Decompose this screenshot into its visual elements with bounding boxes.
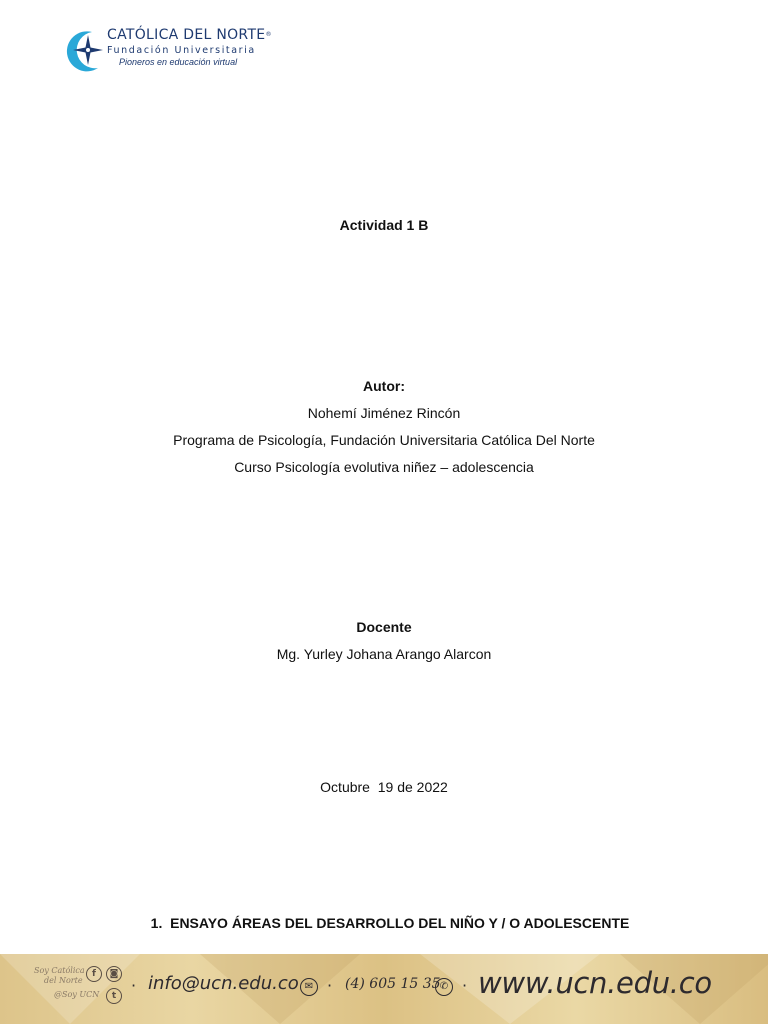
- section-heading: 1. ENSAYO ÁREAS DEL DESARROLLO DEL NIÑO Y / O ADOLESCENTE: [150, 915, 630, 931]
- document-date: Octubre 19 de 2022: [320, 779, 448, 795]
- author-heading: Autor:: [363, 378, 405, 394]
- course-line: Curso Psicología evolutiva niñez – adolescencia: [234, 459, 534, 475]
- footer-banner: [0, 954, 768, 1024]
- separator-dot: ·: [462, 976, 468, 995]
- twitter-icon[interactable]: t: [106, 988, 122, 1004]
- logo-tagline: Pioneros en educación virtual: [119, 57, 238, 67]
- logo-name: CATÓLICA DEL NORTE®: [107, 27, 272, 43]
- social-handle: @Soy UCN: [54, 990, 100, 999]
- teacher-name: Mg. Yurley Johana Arango Alarcon: [276, 646, 492, 662]
- social-line-2: del Norte: [44, 976, 83, 985]
- logo-subtitle: Fundación Universitaria: [107, 45, 256, 56]
- footer-website[interactable]: www.ucn.edu.co: [478, 966, 712, 1000]
- document-title: Actividad 1 B: [339, 217, 429, 233]
- separator-dot: ·: [131, 976, 137, 995]
- social-line-1: Soy Católica: [34, 966, 85, 975]
- university-logo: [62, 26, 272, 76]
- facebook-icon[interactable]: f: [86, 966, 102, 982]
- social-block: [30, 964, 125, 1014]
- compass-star-icon: [62, 26, 106, 74]
- teacher-heading: Docente: [356, 619, 412, 635]
- author-name: Nohemí Jiménez Rincón: [307, 405, 461, 421]
- phone-icon: ✆: [435, 978, 453, 996]
- separator-dot: ·: [327, 976, 333, 995]
- footer-phone[interactable]: (4) 605 15 35: [345, 976, 441, 992]
- registered-mark: ®: [265, 31, 272, 38]
- footer-email[interactable]: info@ucn.edu.co: [148, 973, 299, 994]
- program-line: Programa de Psicología, Fundación Universitaria Católica Del Norte: [173, 432, 595, 448]
- instagram-icon[interactable]: ◙: [106, 966, 122, 982]
- email-icon: ✉: [300, 978, 318, 996]
